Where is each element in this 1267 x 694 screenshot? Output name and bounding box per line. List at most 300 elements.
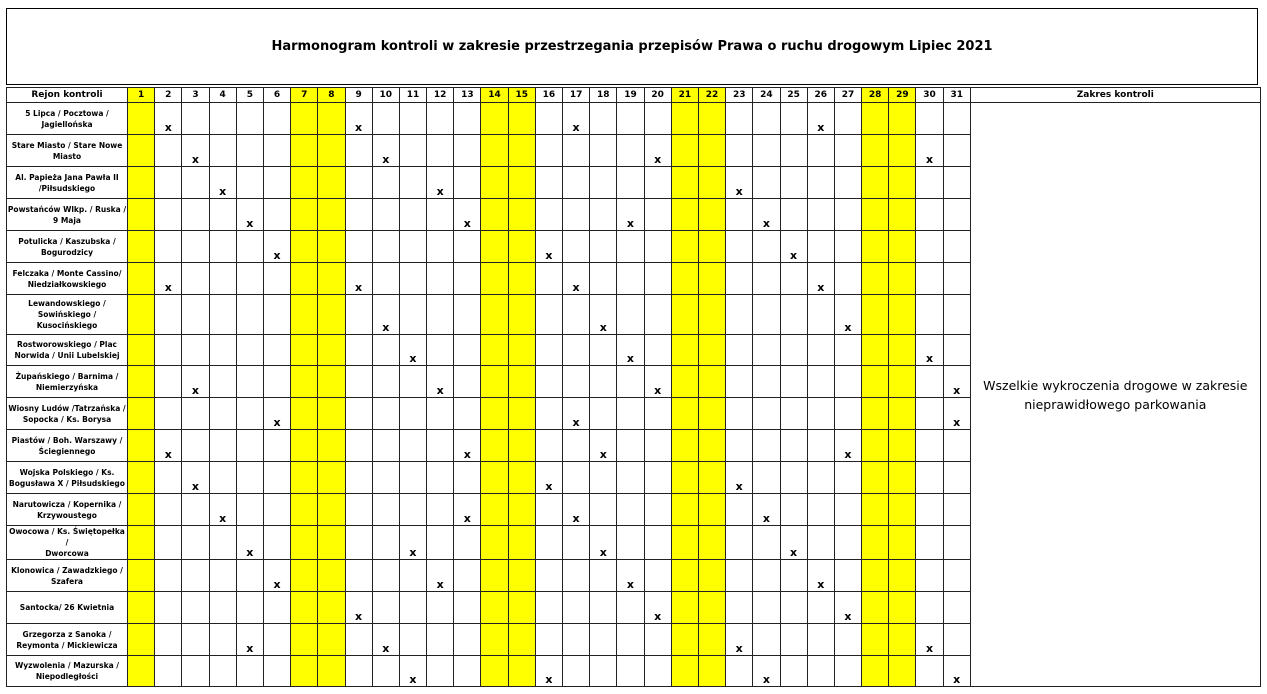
day-cell-12 [427,231,454,263]
day-cell-8 [318,335,345,366]
day-cell-31 [943,167,970,199]
day-cell-18 [590,592,617,624]
day-cell-27 [834,398,861,430]
schedule-table [6,87,1261,687]
day-cell-31 [943,656,970,687]
day-cell-11 [399,263,426,295]
day-cell-29 [889,656,916,687]
day-cell-31 [943,526,970,560]
day-cell-29 [889,135,916,167]
day-header-1: 1 [128,88,155,103]
day-cell-17 [563,263,590,295]
day-cell-21 [671,430,698,462]
day-cell-22 [698,335,725,366]
region-line: Al. Papieża Jana Pawła II [15,172,119,182]
day-cell-23 [726,494,753,526]
day-cell-20 [644,526,671,560]
region-line: Reymonta / Mickiewicza [16,640,118,650]
day-cell-13 [454,526,481,560]
day-cell-7 [291,526,318,560]
day-cell-6 [263,462,290,494]
day-cell-21 [671,366,698,398]
day-cell-26 [807,398,834,430]
day-cell-28 [862,592,889,624]
day-cell-14 [481,592,508,624]
day-cell-7 [291,592,318,624]
day-cell-16 [535,526,562,560]
day-cell-24 [753,135,780,167]
day-cell-23 [726,526,753,560]
region-cell [7,624,128,656]
day-cell-23 [726,199,753,231]
day-cell-21 [671,103,698,135]
day-cell-31 [943,560,970,592]
day-cell-20 [644,462,671,494]
day-cell-15 [508,430,535,462]
control-mark: x [273,416,281,429]
day-cell-21 [671,656,698,687]
day-cell-15 [508,624,535,656]
day-cell-30 [916,167,943,199]
control-mark: x [925,153,934,166]
region-line: 9 Maja [53,215,81,225]
day-cell-19 [617,624,644,656]
day-cell-4 [209,366,236,398]
control-mark: x [436,578,444,591]
control-mark: x [382,153,390,166]
day-cell-15 [508,398,535,430]
day-cell-14 [481,335,508,366]
day-header-31: 31 [943,88,970,103]
region-cell [7,231,128,263]
day-cell-17 [563,462,590,494]
day-cell-30 [916,103,943,135]
day-cell-15 [508,231,535,263]
day-cell-28 [862,263,889,295]
day-cell-28 [862,430,889,462]
day-cell-11 [399,656,426,687]
control-mark: x [409,673,417,686]
day-cell-3 [182,430,209,462]
day-cell-23 [726,103,753,135]
day-cell-9 [345,494,372,526]
day-cell-18 [590,430,617,462]
day-cell-30 [916,231,943,263]
day-cell-4 [209,398,236,430]
day-cell-20 [644,494,671,526]
day-cell-16 [535,295,562,335]
day-cell-7 [291,167,318,199]
region-line: Stare Miasto / Stare Nowe [11,140,123,150]
day-cell-1 [128,231,155,263]
day-cell-4 [209,526,236,560]
day-cell-12 [427,199,454,231]
day-cell-3 [182,494,209,526]
control-mark: x [599,546,607,559]
day-cell-30 [916,398,943,430]
day-cell-9 [345,167,372,199]
day-cell-13 [454,656,481,687]
day-cell-10 [372,656,399,687]
day-cell-16 [535,103,562,135]
day-cell-3 [182,295,209,335]
control-mark: x [409,352,417,365]
day-cell-2 [155,560,182,592]
day-cell-3 [182,526,209,560]
day-cell-31 [943,430,970,462]
day-cell-6 [263,231,290,263]
day-header-13: 13 [454,88,481,103]
day-cell-2 [155,103,182,135]
control-mark: x [572,281,580,294]
day-cell-22 [698,624,725,656]
region-cell [7,462,128,494]
region-line: Piastów / Boh. Warszawy / [11,435,123,445]
day-cell-10 [372,560,399,592]
region-line: Grzegorza z Sanoka / [22,629,112,639]
day-cell-3 [182,263,209,295]
day-cell-11 [399,167,426,199]
day-cell-11 [399,231,426,263]
day-cell-10 [372,295,399,335]
day-cell-13 [454,462,481,494]
day-cell-10 [372,526,399,560]
day-cell-8 [318,135,345,167]
day-cell-14 [481,494,508,526]
region-cell [7,103,128,135]
day-cell-17 [563,366,590,398]
region-line: Niemierzyńska [35,382,99,392]
day-cell-23 [726,335,753,366]
day-cell-9 [345,335,372,366]
control-mark: x [273,578,281,591]
day-cell-26 [807,592,834,624]
region-line: 5 Lipca / Pocztowa / [25,108,109,118]
day-cell-1 [128,560,155,592]
day-cell-10 [372,624,399,656]
day-cell-17 [563,398,590,430]
day-cell-4 [209,430,236,462]
day-cell-26 [807,526,834,560]
day-cell-16 [535,624,562,656]
day-cell-19 [617,430,644,462]
day-cell-29 [889,335,916,366]
control-mark: x [355,121,363,134]
day-cell-11 [399,526,426,560]
control-mark: x [219,512,227,525]
day-cell-4 [209,103,236,135]
day-cell-11 [399,398,426,430]
day-cell-10 [372,494,399,526]
day-cell-21 [671,462,698,494]
day-cell-17 [563,656,590,687]
day-cell-24 [753,103,780,135]
day-cell-25 [780,199,807,231]
day-cell-6 [263,103,290,135]
day-cell-19 [617,560,644,592]
control-mark: x [762,673,770,686]
day-cell-27 [834,560,861,592]
day-cell-24 [753,263,780,295]
day-cell-13 [454,624,481,656]
day-cell-13 [454,231,481,263]
control-mark: x [817,281,825,294]
day-cell-29 [889,592,916,624]
day-cell-1 [128,494,155,526]
day-cell-20 [644,624,671,656]
day-cell-12 [427,167,454,199]
day-cell-4 [209,199,236,231]
day-cell-27 [834,366,861,398]
day-cell-30 [916,494,943,526]
control-mark: x [572,512,580,525]
day-cell-6 [263,135,290,167]
day-cell-11 [399,592,426,624]
day-cell-12 [427,624,454,656]
region-line: Wyzwolenia / Mazurska / [15,661,119,670]
day-cell-12 [427,295,454,335]
day-cell-24 [753,231,780,263]
day-cell-26 [807,231,834,263]
day-cell-8 [318,231,345,263]
region-line: Ściegiennego [38,446,96,456]
day-cell-23 [726,656,753,687]
day-cell-6 [263,167,290,199]
day-cell-28 [862,366,889,398]
day-cell-12 [427,592,454,624]
day-cell-10 [372,335,399,366]
region-cell [7,656,128,687]
day-cell-13 [454,494,481,526]
day-cell-12 [427,103,454,135]
day-cell-24 [753,462,780,494]
day-cell-19 [617,263,644,295]
day-cell-26 [807,335,834,366]
day-cell-11 [399,295,426,335]
control-mark: x [599,448,607,461]
day-cell-29 [889,103,916,135]
day-cell-6 [263,366,290,398]
day-cell-17 [563,135,590,167]
day-cell-29 [889,624,916,656]
day-cell-21 [671,135,698,167]
day-cell-7 [291,494,318,526]
day-cell-14 [481,231,508,263]
control-mark: x [817,121,825,134]
day-cell-1 [128,103,155,135]
day-cell-22 [698,430,725,462]
control-mark: x [953,416,961,429]
day-cell-15 [508,366,535,398]
control-mark: x [355,281,363,294]
day-cell-29 [889,263,916,295]
day-cell-8 [318,295,345,335]
region-cell [7,263,128,295]
day-cell-22 [698,231,725,263]
day-cell-30 [916,526,943,560]
control-mark: x [762,512,770,525]
day-cell-13 [454,295,481,335]
region-cell [7,398,128,430]
day-cell-19 [617,335,644,366]
day-header-28: 28 [862,88,889,103]
region-cell [7,335,128,366]
day-cell-11 [399,624,426,656]
day-cell-25 [780,526,807,560]
day-cell-27 [834,494,861,526]
scope-column-header: Zakres kontroli [970,88,1260,103]
day-cell-10 [372,430,399,462]
day-cell-19 [617,494,644,526]
day-cell-18 [590,398,617,430]
day-header-3: 3 [182,88,209,103]
region-line: Wojska Polskiego / Ks. [19,467,115,477]
day-cell-2 [155,526,182,560]
control-mark: x [654,384,662,397]
region-cell [7,199,128,231]
control-mark: x [844,321,852,334]
day-cell-22 [698,103,725,135]
day-cell-7 [291,135,318,167]
region-line: Owocowa / Ks. Świętopełka / [9,527,125,547]
control-mark: x [382,642,390,655]
day-cell-5 [236,624,263,656]
day-cell-6 [263,624,290,656]
day-cell-25 [780,263,807,295]
control-mark: x [599,321,607,334]
day-cell-7 [291,462,318,494]
day-cell-31 [943,624,970,656]
day-cell-1 [128,656,155,687]
day-cell-29 [889,167,916,199]
day-cell-22 [698,656,725,687]
day-cell-4 [209,592,236,624]
day-cell-24 [753,592,780,624]
header-row [7,88,1261,103]
day-cell-19 [617,167,644,199]
day-header-26: 26 [807,88,834,103]
day-cell-22 [698,494,725,526]
day-cell-27 [834,199,861,231]
day-cell-29 [889,526,916,560]
day-cell-8 [318,398,345,430]
day-cell-2 [155,366,182,398]
control-mark: x [463,448,471,461]
region-line: Szafera [51,576,83,586]
day-header-6: 6 [263,88,290,103]
day-cell-14 [481,398,508,430]
day-cell-23 [726,560,753,592]
day-cell-8 [318,592,345,624]
day-cell-18 [590,167,617,199]
day-cell-18 [590,462,617,494]
day-cell-1 [128,526,155,560]
control-mark: x [735,480,743,493]
control-mark: x [572,121,580,134]
day-cell-31 [943,103,970,135]
control-mark: x [953,673,961,686]
day-cell-3 [182,560,209,592]
day-cell-24 [753,398,780,430]
control-mark: x [164,448,172,461]
day-header-17: 17 [563,88,590,103]
day-cell-27 [834,135,861,167]
day-cell-5 [236,103,263,135]
day-cell-9 [345,103,372,135]
day-cell-23 [726,592,753,624]
day-cell-20 [644,430,671,462]
day-cell-19 [617,526,644,560]
day-cell-6 [263,560,290,592]
day-cell-26 [807,135,834,167]
control-mark: x [436,185,444,198]
day-cell-17 [563,560,590,592]
day-cell-7 [291,624,318,656]
day-cell-1 [128,295,155,335]
day-cell-20 [644,263,671,295]
day-cell-6 [263,430,290,462]
region-line: Norwida / Unii Lubelskiej [14,351,120,360]
day-cell-4 [209,462,236,494]
day-cell-28 [862,199,889,231]
day-cell-12 [427,656,454,687]
day-cell-22 [698,167,725,199]
day-cell-29 [889,494,916,526]
day-header-20: 20 [644,88,671,103]
day-header-8: 8 [318,88,345,103]
day-cell-17 [563,430,590,462]
day-header-11: 11 [399,88,426,103]
day-cell-18 [590,560,617,592]
day-cell-20 [644,199,671,231]
day-header-10: 10 [372,88,399,103]
day-cell-23 [726,624,753,656]
region-cell [7,592,128,624]
day-cell-29 [889,366,916,398]
day-cell-6 [263,526,290,560]
day-header-9: 9 [345,88,372,103]
day-cell-5 [236,335,263,366]
day-cell-28 [862,103,889,135]
day-cell-26 [807,199,834,231]
day-cell-6 [263,199,290,231]
control-mark: x [925,642,934,655]
day-cell-31 [943,135,970,167]
day-cell-8 [318,462,345,494]
day-cell-14 [481,656,508,687]
day-cell-24 [753,295,780,335]
day-cell-3 [182,103,209,135]
day-cell-8 [318,366,345,398]
day-cell-11 [399,430,426,462]
day-cell-31 [943,592,970,624]
day-cell-15 [508,167,535,199]
day-cell-25 [780,335,807,366]
day-cell-17 [563,103,590,135]
day-cell-22 [698,526,725,560]
day-cell-28 [862,398,889,430]
day-cell-27 [834,231,861,263]
control-mark: x [626,578,635,591]
control-mark: x [844,610,852,623]
region-line: Bogusława X / Piłsudskiego [9,478,125,488]
day-cell-2 [155,167,182,199]
day-cell-19 [617,366,644,398]
region-line: Klonowica / Zawadzkiego / [11,565,123,575]
day-cell-23 [726,167,753,199]
day-header-15: 15 [508,88,535,103]
day-cell-7 [291,398,318,430]
